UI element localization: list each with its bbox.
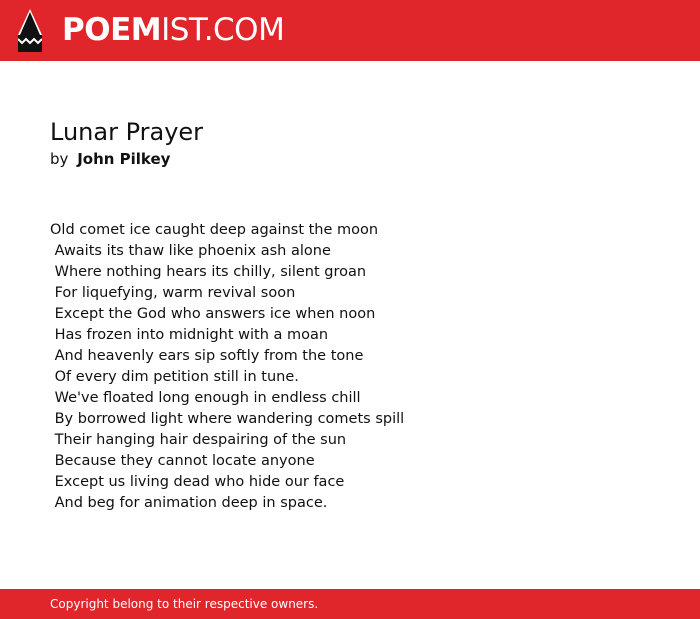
poem-body	[50, 220, 404, 514]
pencil-logo-icon[interactable]	[18, 9, 42, 52]
poem-line: Their hanging hair despairing of the sun	[50, 432, 347, 448]
poem-line: Of every dim petition still in tune.	[50, 369, 299, 385]
poem-line: Awaits its thaw like phoenix ash alone	[50, 243, 331, 259]
poem-title: Lunar Prayer	[50, 118, 204, 146]
copyright-notice: Copyright belong to their respective owners.	[50, 597, 319, 611]
byline	[50, 149, 170, 169]
poem-line: We've floated long enough in endless chill	[50, 390, 361, 406]
poem-line: Old comet ice caught deep against the moon	[50, 222, 379, 238]
poem-line: Where nothing hears its chilly, silent groan	[50, 264, 367, 280]
site-footer	[0, 589, 700, 619]
logo-light-text: IST.COM	[161, 12, 285, 48]
site-logo[interactable]	[62, 11, 284, 49]
by-label: by	[50, 150, 69, 168]
poem-line: Has frozen into midnight with a moan	[50, 327, 329, 343]
poem-line: By borrowed light where wandering comets spill	[50, 411, 405, 427]
site-header	[0, 0, 700, 61]
poem-line: Except the God who answers ice when noon	[50, 306, 376, 322]
poem-line: For liquefying, warm revival soon	[50, 285, 296, 301]
poem-line: And heavenly ears sip softly from the tone	[50, 348, 364, 364]
author-name: John Pilkey	[77, 150, 171, 168]
poem-line: Except us living dead who hide our face	[50, 474, 345, 490]
logo-bold-text: POEM	[62, 12, 162, 48]
poem-line: Because they cannot locate anyone	[50, 453, 315, 469]
poem-line: And beg for animation deep in space.	[50, 495, 328, 511]
